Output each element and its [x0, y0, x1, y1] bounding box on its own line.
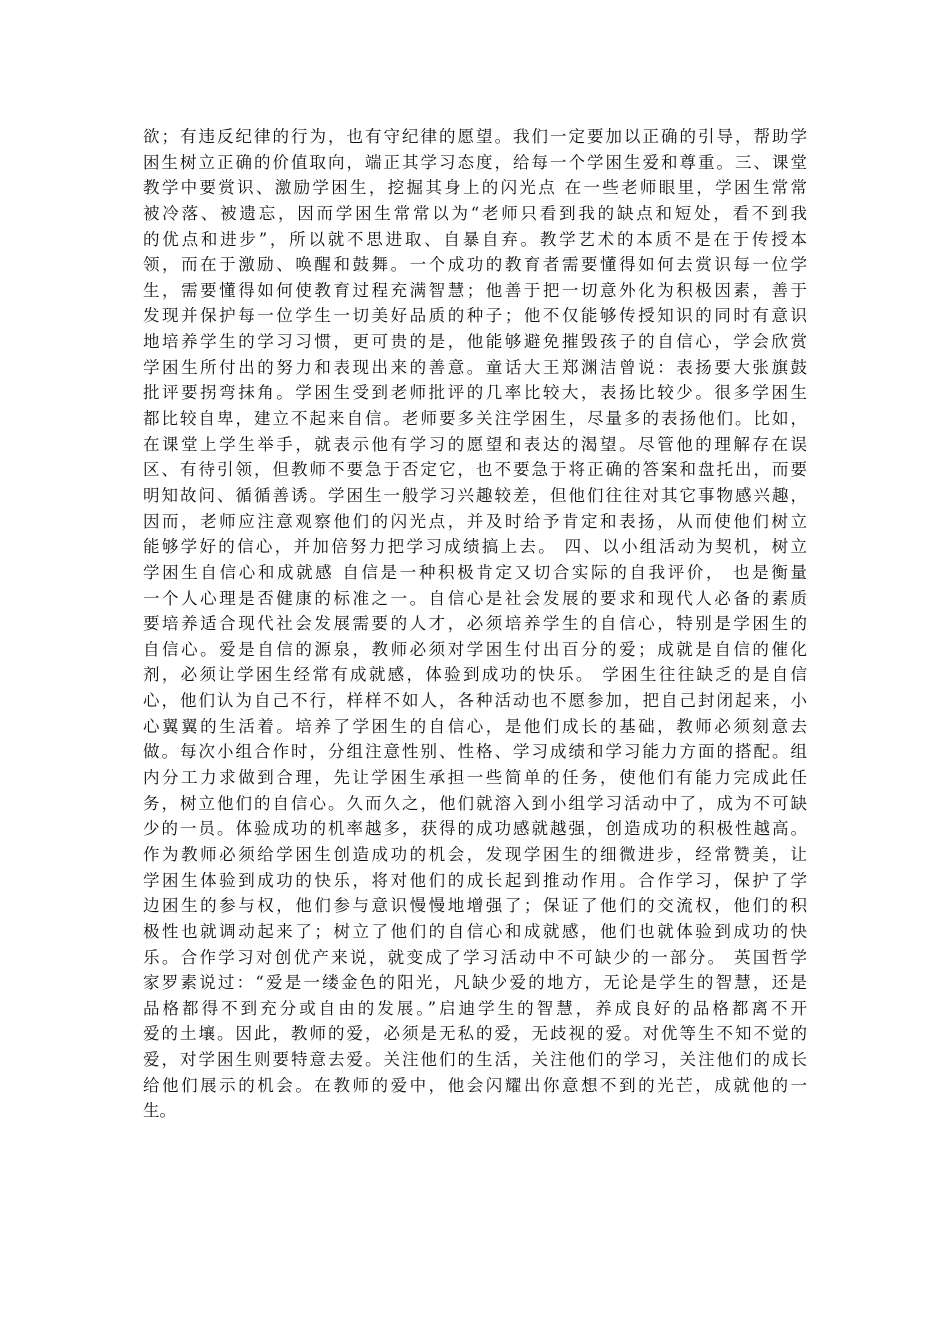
- text-line: 学困生体验到成功的快乐，将对他们的成长起到推动作用。合作学习，保护了学: [143, 870, 807, 890]
- text-line: 区、有待引领，但教师不要急于否定它，也不要急于将正确的答案和盘托出，而要: [143, 460, 807, 480]
- text-line: 都比较自卑，建立不起来自信。老师要多关注学困生，尽量多的表扬他们。比如，: [143, 409, 807, 429]
- text-line: 品格都得不到充分或自由的发展。”启迪学生的智慧，养成良好的品格都离不开: [143, 998, 807, 1018]
- text-line: 在课堂上学生举手，就表示他有学习的愿望和表达的渴望。尽管他的理解存在误: [143, 434, 807, 454]
- text-line: 生。: [143, 1101, 176, 1121]
- text-line: 能够学好的信心，并加倍努力把学习成绩搞上去。 四、以小组活动为契机，树立: [143, 537, 807, 557]
- text-line: 务，树立他们的自信心。久而久之，他们就溶入到小组学习活动中了，成为不可缺: [143, 793, 807, 813]
- text-line: 爱的土壤。因此，教师的爱，必须是无私的爱，无歧视的爱。对优等生不知不觉的: [143, 1024, 807, 1044]
- text-line: 因而，老师应注意观察他们的闪光点，并及时给予肯定和表扬，从而使他们树立: [143, 511, 807, 531]
- text-line: 作为教师必须给学困生创造成功的机会，发现学困生的细微进步，经常赞美，让: [143, 844, 807, 864]
- text-line: 领，而在于激励、唤醒和鼓舞。一个成功的教育者需要懂得如何去赏识每一位学: [143, 255, 807, 275]
- text-line: 乐。合作学习对创优产来说，就变成了学习活动中不可缺少的一部分。 英国哲学: [143, 947, 807, 967]
- text-line: 心翼翼的生活着。培养了学困生的自信心，是他们成长的基础，教师必须刻意去: [143, 716, 807, 736]
- text-line: 少的一员。体验成功的机率越多，获得的成功感就越强，创造成功的积极性越高。: [143, 819, 807, 839]
- text-line: 被冷落、被遗忘，因而学困生常常以为“老师只看到我的缺点和短处，看不到我: [143, 203, 807, 223]
- text-line: 学困生自信心和成就感 自信是一种积极肯定又切合实际的自我评价， 也是衡量: [143, 562, 807, 582]
- text-line: 生，需要懂得如何使教育过程充满智慧；他善于把一切意外化为积极因素，善于: [143, 280, 807, 300]
- text-line: 内分工力求做到合理，先让学困生承担一些简单的任务，使他们有能力完成此任: [143, 768, 807, 788]
- text-line: 要培养适合现代社会发展需要的人才，必须培养学生的自信心，特别是学困生的: [143, 614, 807, 634]
- text-line: 的优点和进步”，所以就不思进取、自暴自弃。教学艺术的本质不是在于传授本: [143, 229, 807, 249]
- text-line: 极性也就调动起来了；树立了他们的自信心和成就感，他们也就体验到成功的快: [143, 921, 807, 941]
- text-line: 教学中要赏识、激励学困生，挖掘其身上的闪光点 在一些老师眼里，学困生常常: [143, 178, 807, 198]
- text-line: 爱，对学困生则要特意去爱。关注他们的生活，关注他们的学习，关注他们的成长: [143, 1050, 807, 1070]
- text-line: 心，他们认为自己不行，样样不如人，各种活动也不愿参加，把自己封闭起来，小: [143, 691, 807, 711]
- text-line: 学困生所付出的努力和表现出来的善意。童话大王郑渊洁曾说：表扬要大张旗鼓: [143, 357, 807, 377]
- text-line: 明知故问、循循善诱。学困生一般学习兴趣较差，但他们往往对其它事物感兴趣，: [143, 485, 807, 505]
- text-line: 地培养学生的学习习惯，更可贵的是，他能够避免摧毁孩子的自信心，学会欣赏: [143, 332, 807, 352]
- text-line: 剂，必须让学困生经常有成就感，体验到成功的快乐。 学困生往往缺乏的是自信: [143, 665, 807, 685]
- text-line: 家罗素说过：“爱是一缕金色的阳光，凡缺少爱的地方，无论是学生的智慧，还是: [143, 973, 807, 993]
- text-line: 发现并保护每一位学生一切美好品质的种子；他不仅能够传授知识的同时有意识: [143, 306, 807, 326]
- text-line: 给他们展示的机会。在教师的爱中，他会闪耀出你意想不到的光芒，成就他的一: [143, 1075, 807, 1095]
- text-line: 欲；有违反纪律的行为，也有守纪律的愿望。我们一定要加以正确的引导，帮助学: [143, 127, 807, 146]
- text-line: 自信心。爱是自信的源泉，教师必须对学困生付出百分的爱；成就是自信的催化: [143, 639, 807, 659]
- text-line: 做。每次小组合作时，分组注意性别、性格、学习成绩和学习能力方面的搭配。组: [143, 742, 807, 762]
- text-line: 批评要拐弯抹角。学困生受到老师批评的几率比较大，表扬比较少。很多学困生: [143, 383, 807, 403]
- text-line: 一个人心理是否健康的标准之一。自信心是社会发展的要求和现代人必备的素质: [143, 588, 807, 608]
- text-line: 边困生的参与权，他们参与意识慢慢地增强了；保证了他们的交流权，他们的积: [143, 896, 807, 916]
- body-text: [143, 124, 807, 1124]
- text-line: 困生树立正确的价值取向，端正其学习态度，给每一个学困生爱和尊重。三、课堂: [143, 152, 807, 172]
